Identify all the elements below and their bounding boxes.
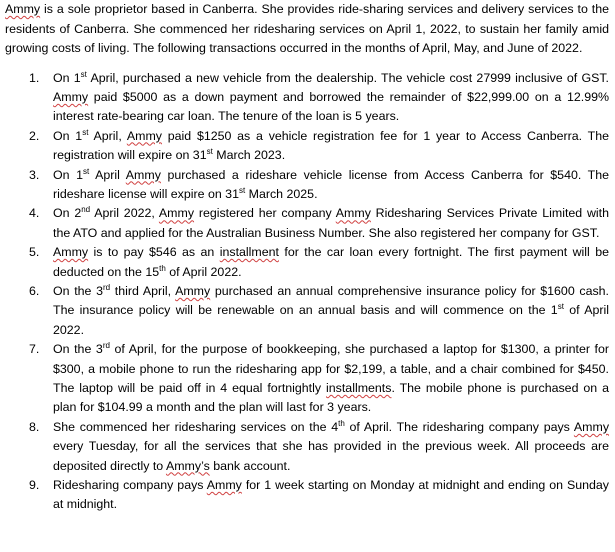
- text-run: On 1: [53, 167, 83, 182]
- list-item: [5, 340, 609, 418]
- text-run: She commenced her ridesharing services on the 4: [53, 419, 339, 434]
- text-run: On the 3: [53, 342, 103, 357]
- ordinal-suffix: th: [159, 263, 166, 273]
- list-number: 2.: [29, 128, 40, 143]
- ordinal-suffix: st: [206, 147, 213, 156]
- list-number: 9.: [29, 478, 40, 493]
- text-run: purchased an annual comprehensive insurance policy for $1600 cash. The insurance policy will be renewable on an annual basis and will commence on the 1: [53, 283, 610, 318]
- spellcheck-word: Ammy: [126, 128, 162, 143]
- spellcheck-word: Ammy’s: [165, 458, 210, 473]
- ordinal-suffix: st: [557, 302, 564, 312]
- text-run: third April,: [110, 283, 176, 298]
- spellcheck-word: installment: [219, 245, 279, 260]
- text-run: for 1 week starting on Monday at midnight and ending on Sunday at midnight.: [53, 478, 609, 512]
- list-item: [5, 166, 609, 205]
- ordinal-suffix: st: [238, 185, 246, 195]
- spellcheck-word: Ammy: [158, 206, 195, 221]
- list-item: [5, 243, 609, 282]
- text-run: On 2: [53, 206, 82, 221]
- ordinal-suffix: st: [80, 69, 87, 79]
- text-run: April: [89, 167, 126, 182]
- spellcheck-word: Ammy: [573, 419, 610, 434]
- ordinal-suffix: st: [82, 127, 89, 137]
- text-run: March 2023.: [212, 148, 286, 163]
- text-run: On 1: [53, 128, 83, 143]
- text-run: April 2022,: [90, 206, 159, 221]
- list-item: [5, 127, 609, 166]
- intro-text: is a sole proprietor based in Canberra. She provides ride-sharing services and delivery services to the residents of Canberra. She commenced her ridesharing services on April 1, 2022, to sustain her family amid growing costs of living. The following transactions occurred in the months of April, May, and June of 2022.: [5, 2, 609, 55]
- intro-paragraph: [5, 0, 609, 59]
- list-item-text: [53, 127, 609, 166]
- list-number: 6.: [29, 283, 40, 298]
- ordinal-suffix: th: [338, 418, 345, 428]
- list-item: [5, 282, 609, 340]
- list-item-text: [53, 243, 609, 282]
- ordinal-suffix: nd: [81, 205, 91, 215]
- list-item-text: [53, 340, 609, 418]
- list-item-text: [53, 69, 609, 127]
- text-run: March 2025.: [245, 186, 318, 201]
- text-run: of April. The ridesharing company pays: [344, 419, 574, 434]
- text-run: for the car loan every fortnight. The first payment will be deducted on the 15: [53, 245, 609, 279]
- list-item-text: [53, 166, 609, 205]
- text-run: paid $5000 as a down payment and borrowed the remainder of $22,999.00 on a 12.99% interest rate-bearing car loan. The tenure of the loan is 5 years.: [53, 89, 609, 124]
- list-item-text: [53, 204, 609, 243]
- spellcheck-word: Ammy: [125, 167, 161, 182]
- list-item-text: [53, 418, 609, 476]
- text-run: On 1: [53, 70, 81, 85]
- list-item: [5, 418, 609, 476]
- text-run: bank account.: [209, 458, 291, 473]
- text-run: of April 2022.: [165, 264, 242, 279]
- spellcheck-word: Ammy: [206, 478, 242, 493]
- text-run: purchased a rideshare vehicle license from Access Canberra for $540. The rideshare license will expire on 31: [53, 167, 609, 201]
- list-number: 8.: [29, 419, 40, 434]
- list-item-text: [53, 476, 609, 515]
- text-run: of April 2022.: [53, 303, 609, 337]
- text-run: of April, for the purpose of bookkeeping, she purchased a laptop for $1300, a printer for $300, a mobile phone to run the ridesharing app for $2,199, a table, and a chair combined for $450. The laptop will be paid off in 4 equal fortnightly: [53, 342, 610, 395]
- ordinal-suffix: rd: [102, 282, 111, 292]
- text-run: Ridesharing company pays: [53, 478, 207, 493]
- spellcheck-word: Ammy: [175, 283, 211, 298]
- ordinal-suffix: rd: [102, 341, 110, 351]
- list-number: 1.: [29, 70, 40, 85]
- text-run: April, purchased a new vehicle from the dealership. The vehicle cost 27999 inclusive of GST.: [86, 70, 609, 85]
- list-item: [5, 204, 609, 243]
- list-item: [5, 69, 609, 127]
- list-item-text: [53, 282, 609, 340]
- transaction-list: [5, 69, 609, 515]
- text-run: registered her company: [194, 206, 336, 221]
- spellcheck-word: installments: [326, 381, 392, 395]
- list-number: 7.: [29, 342, 40, 357]
- list-item: [5, 476, 609, 515]
- text-run: . The mobile phone is purchased on a plan for $104.99 a month and the plan will last for 3 years.: [53, 381, 609, 415]
- text-run: April,: [88, 128, 127, 143]
- text-run: is to pay $546 as an: [88, 245, 220, 260]
- spellcheck-word: Ammy: [53, 245, 89, 260]
- list-number: 5.: [29, 245, 40, 260]
- spellcheck-word: Ammy: [53, 89, 89, 104]
- spellcheck-word: Ammy: [5, 2, 41, 16]
- text-run: every Tuesday, for all the services that she has provided in the previous week. All proceeds are deposited directly to: [53, 439, 609, 473]
- list-number: 4.: [29, 206, 40, 221]
- text-run: On the 3: [53, 283, 103, 298]
- spellcheck-word: Ammy: [335, 206, 371, 221]
- list-number: 3.: [29, 167, 40, 182]
- text-run: Ridesharing Services Private Limited with the ATO and applied for the Australian Business Number. She also registered her company for GST.: [53, 206, 609, 240]
- ordinal-suffix: st: [83, 166, 90, 176]
- text-run: paid $1250 as a vehicle registration fee for 1 year to Access Canberra. The registration will expire on 31: [53, 128, 609, 163]
